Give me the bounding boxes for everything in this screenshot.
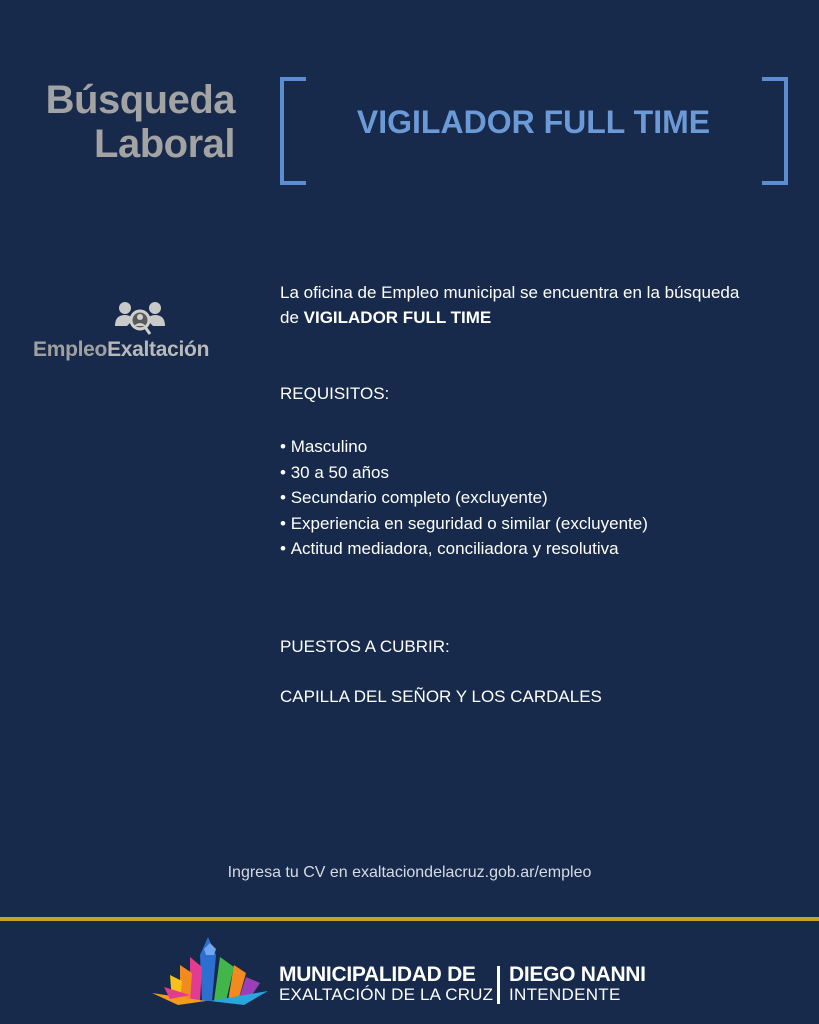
footer-separator (497, 966, 500, 1004)
requirement-item: • 30 a 50 años (280, 460, 648, 486)
intro-line-1: La oficina de Empleo municipal se encuentra en la búsqueda (280, 283, 740, 302)
positions-title: PUESTOS A CUBRIR: (280, 637, 450, 656)
logo-text-regular: Empleo (33, 338, 108, 361)
right-bracket-decoration (762, 77, 788, 185)
municipality-line-1: MUNICIPALIDAD DE (279, 963, 476, 986)
requirements-title: REQUISITOS: (280, 384, 390, 403)
requirement-item: • Experiencia en seguridad o similar (excluyente) (280, 511, 648, 537)
cv-instructions: Ingresa tu CV en exaltaciondelacruz.gob.ar/empleo (227, 864, 592, 881)
mayor-credit (509, 965, 646, 1004)
requirement-item: • Actitud mediadora, conciliadora y resolutiva (280, 536, 648, 562)
heading-line-2: Laboral (94, 122, 235, 166)
municipality-line-2: EXALTACIÓN DE LA CRUZ (279, 985, 494, 1004)
requirement-item: • Secundario completo (excluyente) (280, 485, 648, 511)
empleo-exaltacion-logo (30, 298, 250, 368)
mayor-title: INTENDENTE (509, 985, 621, 1004)
page-heading (30, 78, 235, 166)
mayor-name: DIEGO NANNI (509, 963, 646, 986)
intro-prefix: de (280, 308, 304, 327)
logo-text-bold: Exaltación (107, 338, 210, 361)
municipality-name (279, 965, 493, 1004)
job-title-banner: VIGILADOR FULL TIME (356, 104, 711, 140)
logo-wordmark (33, 338, 209, 362)
intro-paragraph (280, 280, 800, 330)
people-search-icon (115, 300, 165, 338)
requirement-item: • Masculino (280, 434, 648, 460)
job-details (280, 280, 800, 706)
heading-line-1: Búsqueda (45, 78, 235, 122)
gold-divider (0, 917, 819, 921)
positions-value: CAPILLA DEL SEÑOR Y LOS CARDALES (280, 687, 602, 706)
intro-job-title: VIGILADOR FULL TIME (303, 308, 492, 327)
left-bracket-decoration (280, 77, 306, 185)
municipal-colorful-logo-icon (150, 935, 270, 1007)
requirements-list (280, 434, 648, 562)
